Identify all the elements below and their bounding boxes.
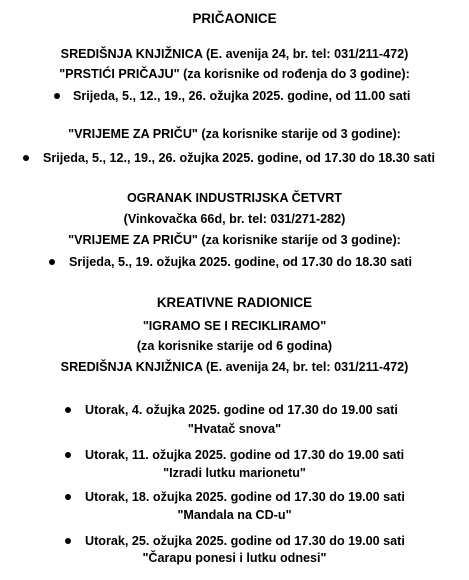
branch-name: OGRANAK INDUSTRIJSKA ČETVRT xyxy=(126,191,343,205)
workshops-location: SREDIŠNJA KNJIŽNICA (E. avenija 24, br. tel: 031/211-472) xyxy=(60,360,409,374)
workshops-heading: KREATIVNE RADIONICE xyxy=(156,295,313,310)
session-name: "Mandala na CD-u" xyxy=(177,508,292,522)
session-name: "Hvatač snova" xyxy=(187,422,282,436)
central-library-address: SREDIŠNJA KNJIŽNICA (E. avenija 24, br. tel: 031/211-472) xyxy=(60,47,409,61)
vrijeme-central-date: Srijeda, 5., 12., 19., 26. ožujka 2025. godine, od 17.30 do 18.30 sati xyxy=(43,151,435,165)
bullet-icon xyxy=(49,259,55,265)
session-date: Utorak, 18. ožujka 2025. godine od 17.30 do 19.00 sati xyxy=(85,490,405,504)
workshops-title: "IGRAMO SE I RECIKLIRAMO" xyxy=(142,319,327,333)
bullet-icon xyxy=(54,93,60,99)
session-date: Utorak, 25. ožujka 2025. godine od 17.30 do 19.00 sati xyxy=(85,534,405,548)
bullet-icon xyxy=(65,452,71,458)
session-name: "Čarapu ponesi i lutku odnesi" xyxy=(142,551,327,565)
storytelling-heading: PRIČAONICE xyxy=(192,11,277,26)
vrijeme-branch-title: "VRIJEME ZA PRIČU" (za korisnike starije od 3 godine): xyxy=(68,233,401,247)
vrijeme-central-title: "VRIJEME ZA PRIČU" (za korisnike starije od 3 godine): xyxy=(68,127,401,141)
bullet-icon xyxy=(65,494,71,500)
session-date: Utorak, 4. ožujka 2025. godine od 17.30 do 19.00 sati xyxy=(85,403,398,417)
session-name: "Izradi lutku marionetu" xyxy=(163,466,306,480)
bullet-icon xyxy=(65,407,71,413)
session-date: Utorak, 11. ožujka 2025. godine od 17.30 do 19.00 sati xyxy=(85,448,405,462)
prstici-date: Srijeda, 5., 12., 19., 26. ožujka 2025. godine, od 11.00 sati xyxy=(73,89,411,103)
branch-address: (Vinkovačka 66d, br. tel: 031/271-282) xyxy=(123,212,346,226)
workshops-age: (za korisnike starije od 6 godina) xyxy=(136,339,333,353)
prstici-title: "PRSTIĆI PRIČAJU" (za korisnike od rođenja do 3 godine): xyxy=(59,67,410,81)
vrijeme-branch-date: Srijeda, 5., 19. ožujka 2025. godine, od 17.30 do 18.30 sati xyxy=(69,255,412,269)
bullet-icon xyxy=(23,155,29,161)
bullet-icon xyxy=(65,538,71,544)
